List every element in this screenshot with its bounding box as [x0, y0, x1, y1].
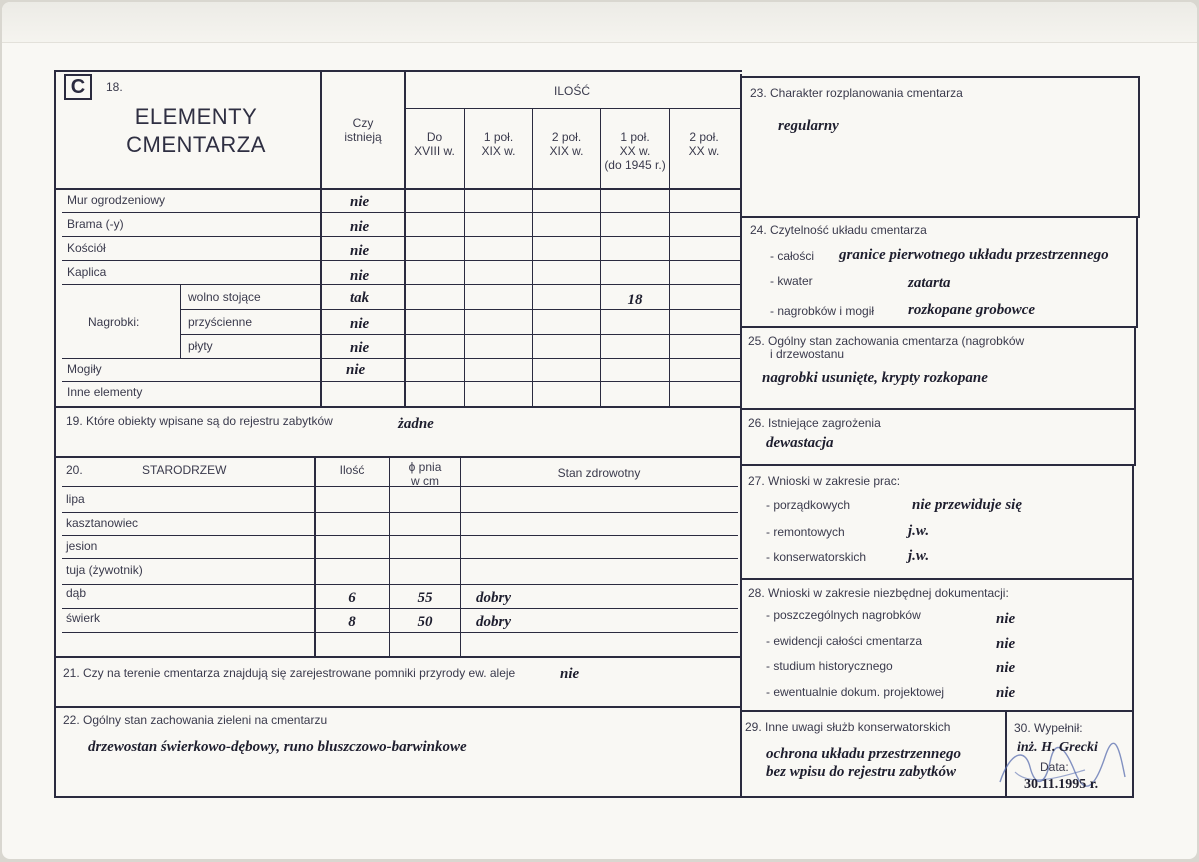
element-row-czy: nie: [350, 268, 370, 284]
element-row-czy: nie: [350, 219, 370, 235]
element-row-label: przyścienne: [188, 315, 253, 329]
element-row-label: Brama (-y): [67, 217, 124, 231]
element-row-czy: tak: [350, 290, 370, 306]
sec27-row-label: - remontowych: [766, 525, 845, 539]
sec26-label: 26. Istniejące zagrożenia: [748, 416, 881, 430]
sec29-label: 29. Inne uwagi służb konserwatorskich: [745, 720, 951, 734]
sec28-row-value: nie: [996, 611, 1016, 627]
nagrobki-label: Nagrobki:: [88, 315, 140, 329]
card-fold-strip: [2, 2, 1197, 43]
sec24-row-label: - kwater: [770, 274, 813, 288]
element-row-count: 18: [627, 292, 643, 308]
sec28-row-value: nie: [996, 636, 1016, 652]
sec24-row-value: rozkopane grobowce: [908, 302, 1036, 318]
element-row-czy: nie: [346, 362, 366, 378]
col-stan-zdrowotny: Stan zdrowotny: [557, 466, 641, 480]
sec28-row-value: nie: [996, 685, 1016, 701]
sec27-row-value: j.w.: [908, 548, 930, 564]
col-fi-pnia: ϕ pnia w cm: [408, 460, 442, 488]
sec30-label: 30. Wypełnił:: [1014, 721, 1083, 735]
tree-name: tuja (żywotnik): [66, 563, 143, 577]
sec21-value: nie: [560, 666, 580, 682]
element-row-label: Mogiły: [67, 362, 102, 376]
element-row-label: Inne elementy: [67, 385, 143, 399]
sec27-label: 27. Wnioski w zakresie prac:: [748, 474, 901, 488]
sec20-number: 20.: [66, 463, 83, 477]
sec22-label: 22. Ogólny stan zachowania zieleni na cmentarzu: [63, 713, 328, 727]
element-row-czy: nie: [350, 194, 370, 210]
sec23-value: regularny: [778, 118, 839, 134]
sec18-title-line2: CMENTARZA: [126, 132, 266, 157]
period-header: 1 poł. XIX w.: [481, 130, 516, 158]
element-row-label: Kaplica: [67, 265, 107, 279]
tree-name: jesion: [66, 539, 98, 553]
sec28-row-value: nie: [996, 660, 1016, 676]
sec19-value: żadne: [398, 416, 434, 432]
col-czy-istnieja: Czy istnieją: [344, 116, 382, 144]
element-row-label: wolno stojące: [188, 290, 261, 304]
sec24-row-label: - nagrobków i mogił: [770, 304, 875, 318]
tree-fi: 50: [417, 614, 433, 630]
element-row-label: Kościół: [67, 241, 106, 255]
sec18-number: 18.: [106, 80, 123, 94]
sec25-value: nagrobki usunięte, krypty rozkopane: [762, 370, 988, 386]
sec25-label-line1: 25. Ogólny stan zachowania cmentarza (nagrobków: [748, 334, 1025, 348]
sec29-value-line1: ochrona układu przestrzennego: [766, 746, 962, 762]
element-row-czy: nie: [350, 340, 370, 356]
element-row-czy: nie: [350, 243, 370, 259]
section-letter-box: C: [64, 74, 92, 100]
sec21-label: 21. Czy na terenie cmentarza znajdują się zarejestrowane pomniki przyrody ew. aleje: [63, 666, 516, 680]
sec24-row-value: zatarta: [908, 275, 951, 291]
tree-ilosc: 6: [348, 590, 356, 606]
tree-fi: 55: [417, 590, 433, 606]
sec28-row-label: - studium historycznego: [766, 659, 893, 673]
sec28-row-label: - poszczególnych nagrobków: [766, 608, 921, 622]
sec28-row-label: - ewidencji całości cmentarza: [766, 634, 923, 648]
sec23-label: 23. Charakter rozplanowania cmentarza: [750, 86, 963, 100]
sec24-row-value: granice pierwotnego układu przestrzennego: [839, 247, 1109, 263]
tree-stan: dobry: [476, 590, 511, 606]
sec28-label: 28. Wnioski w zakresie niezbędnej dokumentacji:: [748, 586, 1009, 600]
sec22-value: drzewostan świerkowo-dębowy, runo bluszczowo-barwinkowe: [88, 739, 467, 755]
element-row-czy: nie: [350, 316, 370, 332]
sec19-label: 19. Które obiekty wpisane są do rejestru zabytków: [66, 414, 333, 428]
sec30-name: inż. H. Grecki: [1017, 740, 1098, 755]
sec18-title-line1: ELEMENTY: [134, 104, 258, 129]
period-header: 1 poł. XX w. (do 1945 r.): [604, 130, 666, 172]
period-header: 2 poł. XIX w.: [549, 130, 584, 158]
tree-ilosc: 8: [348, 614, 356, 630]
sec24-row-label: - całości: [770, 249, 815, 263]
sec30-date-label: Data:: [1040, 760, 1069, 774]
period-header: Do XVIII w.: [414, 130, 455, 158]
sec30-date: 30.11.1995 r.: [1024, 777, 1099, 792]
col-ilosc: Ilość: [339, 463, 365, 477]
element-row-label: płyty: [188, 339, 213, 353]
tree-name: świerk: [66, 611, 101, 625]
period-header: 2 poł. XX w.: [688, 130, 720, 158]
tree-name: lipa: [66, 492, 85, 506]
sec27-row-value: j.w.: [908, 523, 930, 539]
sec27-row-label: - porządkowych: [766, 498, 851, 512]
tree-name: kasztanowiec: [66, 516, 139, 530]
sec20-title: STARODRZEW: [142, 463, 227, 477]
sec25-label-line2: i drzewostanu: [770, 347, 845, 361]
tree-name: dąb: [66, 586, 87, 600]
sec27-row-label: - konserwatorskich: [766, 550, 867, 564]
sec24-label: 24. Czytelność układu cmentarza: [750, 223, 927, 237]
sec29-value-line2: bez wpisu do rejestru zabytków: [766, 764, 957, 780]
element-row-label: Mur ogrodzeniowy: [67, 193, 166, 207]
sec27-row-value: nie przewiduje się: [912, 497, 1023, 513]
sec26-value: dewastacja: [766, 435, 834, 451]
tree-stan: dobry: [476, 614, 511, 630]
sec28-row-label: - ewentualnie dokum. projektowej: [766, 685, 945, 699]
col-ilosc-header: ILOŚĆ: [553, 84, 590, 98]
